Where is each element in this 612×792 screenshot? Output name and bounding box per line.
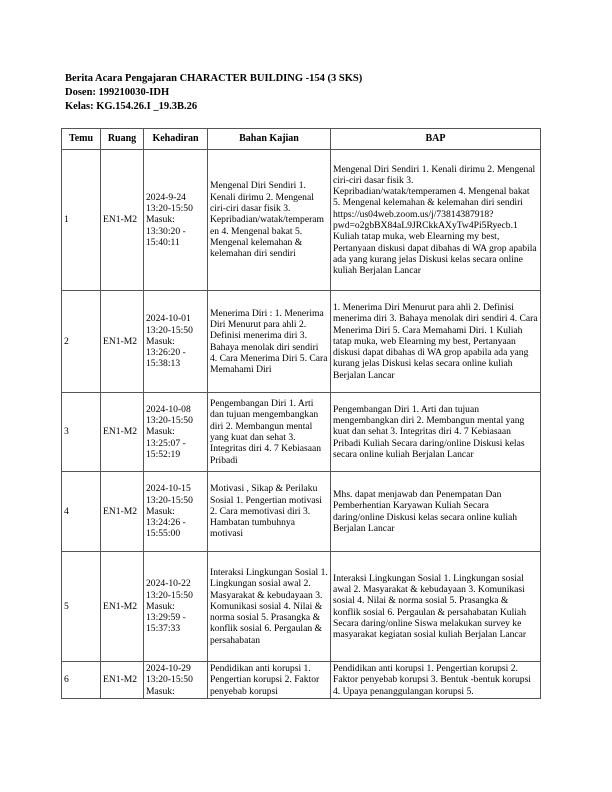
teaching-record-table bbox=[61, 128, 541, 699]
class-line: Kelas: KG.154.26.I _19.3B.26 bbox=[65, 101, 198, 112]
cell-temu: 6 bbox=[62, 662, 101, 699]
cell-ruang: EN1-M2 bbox=[101, 552, 144, 662]
table-row bbox=[62, 291, 541, 393]
cell-bahan-kajian: Pengembangan Diri 1. Arti dan tujuan mengembangkan diri 2. Membangun mental yang kuat dan sehat 3. Integritas diri 4. 7 Kebiasaan Pribadi bbox=[208, 393, 331, 472]
cell-bahan-kajian: Menerima Diri : 1. Menerima Diri Menurut para ahli 2. Definisi menerima diri 3. Bahaya menolak diri sendiri 4. Cara Menerima Diri 5. Cara Memahami Diri bbox=[208, 291, 331, 393]
cell-temu: 3 bbox=[62, 393, 101, 472]
table-row bbox=[62, 393, 541, 472]
cell-bap: Mhs. dapat menjawab dan Penempatan Dan Pemberhentian Karyawan Kuliah Secara daring/online Diskusi kelas secara online kuliah Berjalan Lancar bbox=[331, 472, 541, 552]
cell-ruang: EN1-M2 bbox=[101, 291, 144, 393]
cell-ruang: EN1-M2 bbox=[101, 472, 144, 552]
cell-ruang: EN1-M2 bbox=[101, 150, 144, 291]
table-row bbox=[62, 472, 541, 552]
cell-bahan-kajian: Interaksi Lingkungan Sosial 1. Lingkungan sosial awal 2. Masyarakat & kebudayaan 3. Komunikasi sosial 4. Nilai & norma sosial 5. Prasangka & konflik sosial 6. Pergaulan & persahabatan bbox=[208, 552, 331, 662]
cell-kehadiran: 2024-10-15 13:20-15:50 Masuk: 13:24:26 - 15:55:00 bbox=[144, 472, 208, 552]
cell-bahan-kajian: Mengenal Diri Sendiri 1. Kenali dirimu 2. Mengenal ciri-ciri dasar fisik 3. Kepribadian/watak/temperamen 4. Mengenal bakat 5. Mengenal kelemahan & kelemahan diri sendiri bbox=[208, 150, 331, 291]
table-row bbox=[62, 150, 541, 291]
cell-temu: 2 bbox=[62, 291, 101, 393]
document-header bbox=[65, 72, 545, 114]
cell-bap: Pengembangan Diri 1. Arti dan tujuan mengembangkan diri 2. Membangun mental yang kuat dan sehat 3. Integritas diri 4. 7 Kebiasaan Pribadi Kuliah Secara daring/online Diskusi kelas secara online kuliah Berjalan Lancar bbox=[331, 393, 541, 472]
cell-bahan-kajian: Motivasi , Sikap & Perilaku Sosial 1. Pengertian motivasi 2. Cara memotivasi diri 3. Hambatan tumbuhnya motivasi bbox=[208, 472, 331, 552]
cell-bap: Pendidikan anti korupsi 1. Pengertian korupsi 2. Faktor penyebab korupsi 3. Bentuk -bentuk korupsi 4. Upaya penanggulangan korupsi 5. bbox=[331, 662, 541, 699]
column-header-ruang: Ruang bbox=[101, 129, 144, 150]
cell-bap: Mengenal Diri Sendiri 1. Kenali dirimu 2. Mengenal ciri-ciri dasar fisik 3. Kepribadian/watak/temperamen 4. Mengenal bakat 5. Mengenal kelemahan & kelemahan diri sendiri https://us04web.zoom.us/j/73814387918?pwd=o2gbBX84aL9JRCkkAXyTw4Pi5Ryecb.1 Kuliah tatap muka, web Elearning my best, Pertanyaan diskusi dapat dibahas di WA grop apabila ada yang kurang jelas Diskusi kelas secara online kuliah Berjalan Lancar bbox=[331, 150, 541, 291]
column-header-bahan-kajian: Bahan Kajian bbox=[208, 129, 331, 150]
cell-kehadiran: 2024-9-24 13:20-15:50 Masuk: 13:30:20 - 15:40:11 bbox=[144, 150, 208, 291]
cell-ruang: EN1-M2 bbox=[101, 662, 144, 699]
cell-kehadiran: 2024-10-22 13:20-15:50 Masuk: 13:29:59 - 15:37:33 bbox=[144, 552, 208, 662]
cell-kehadiran: 2024-10-01 13:20-15:50 Masuk: 13:26:20 - 15:38:13 bbox=[144, 291, 208, 393]
lecturer-line: Dosen: 199210030-IDH bbox=[65, 87, 170, 98]
cell-temu: 4 bbox=[62, 472, 101, 552]
column-header-bap: BAP bbox=[331, 129, 541, 150]
table-header-row bbox=[62, 129, 541, 150]
cell-kehadiran: 2024-10-29 13:20-15:50 Masuk: bbox=[144, 662, 208, 699]
cell-ruang: EN1-M2 bbox=[101, 393, 144, 472]
column-header-temu: Temu bbox=[62, 129, 101, 150]
document-title: Berita Acara Pengajaran CHARACTER BUILDING -154 (3 SKS) bbox=[65, 73, 363, 84]
cell-bap: Interaksi Lingkungan Sosial 1. Lingkungan sosial awal 2. Masyarakat & kebudayaan 3. Komunikasi sosial 4. Nilai & norma sosial 5. Prasangka & konflik sosial 6. Pergaulan & persahabatan Kuliah Secara daring/online Siswa melakukan survey ke masyarakat kegiatan sosial kuliah Berjalan Lancar bbox=[331, 552, 541, 662]
cell-temu: 5 bbox=[62, 552, 101, 662]
cell-bahan-kajian: Pendidikan anti korupsi 1. Pengertian korupsi 2. Faktor penyebab korupsi bbox=[208, 662, 331, 699]
cell-bap: 1. Menerima Diri Menurut para ahli 2. Definisi menerima diri 3. Bahaya menolak diri sendiri 4. Cara Menerima Diri 5. Cara Memahami Diri. 1 Kuliah tatap muka, web Elearning my best, Pertanyaan diskusi dapat dibahas di WA grop apabila ada yang kurang jelas Diskusi kelas secara online kuliah Berjalan Lancar bbox=[331, 291, 541, 393]
table-row bbox=[62, 552, 541, 662]
column-header-kehadiran: Kehadiran bbox=[144, 129, 208, 150]
cell-temu: 1 bbox=[62, 150, 101, 291]
cell-kehadiran: 2024-10-08 13:20-15:50 Masuk: 13:25:07 - 15:52:19 bbox=[144, 393, 208, 472]
table-row bbox=[62, 662, 541, 699]
